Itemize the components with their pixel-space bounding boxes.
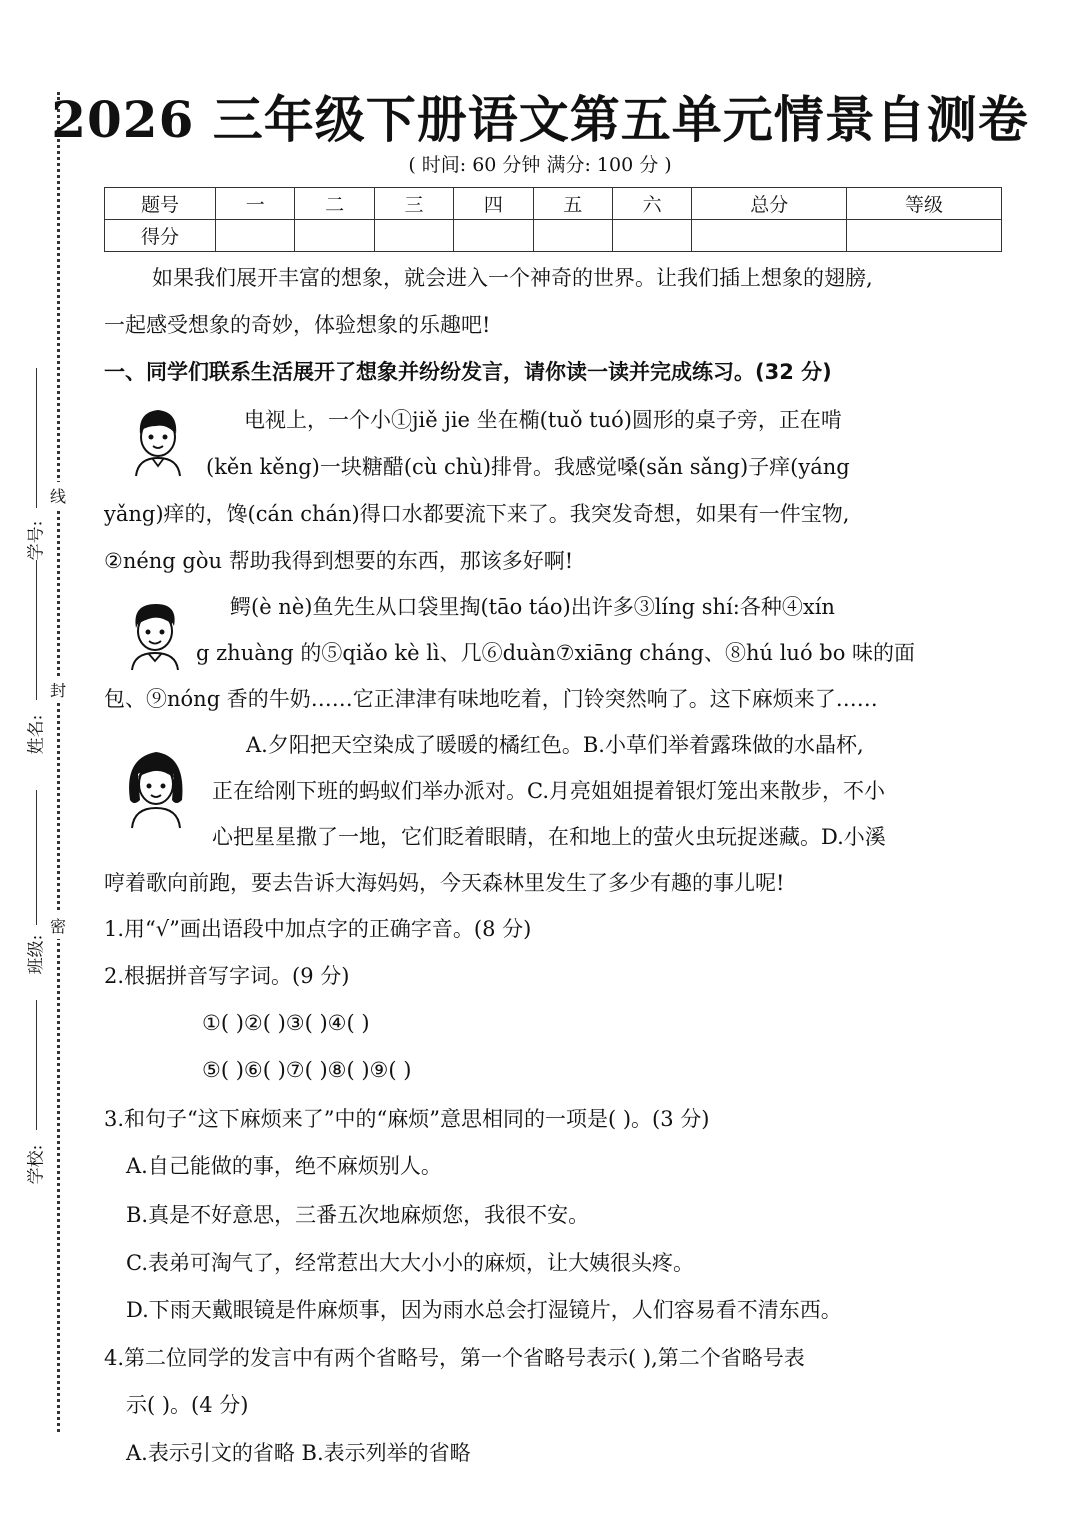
cut-dotted-line <box>57 92 60 1432</box>
table-header-cell: 一 <box>216 188 295 220</box>
score-cell[interactable] <box>216 220 295 252</box>
score-cell[interactable] <box>454 220 533 252</box>
score-cell[interactable] <box>847 220 1002 252</box>
table-header-cell: 四 <box>454 188 533 220</box>
question-3: 3.和句子“这下麻烦来了”中的“麻烦”意思相同的一项是( )。(3 分) <box>104 1107 710 1131</box>
school-label: 学校: <box>26 1144 47 1185</box>
table-header-cell: 等级 <box>847 188 1002 220</box>
speech2-line: 鳄(è nè)鱼先生从口袋里掏(tāo táo)出许多③líng shí:各种④xín <box>230 595 835 619</box>
intro-line: 一起感受想象的奇妙，体验想象的乐趣吧! <box>104 313 491 337</box>
speech1-line: 电视上，一个小①jiě jie 坐在椭(tuǒ tuó)圆形的桌子旁，正在啃 <box>244 408 842 432</box>
class-underline <box>36 790 37 925</box>
cut-mark-line: 线 <box>50 482 66 509</box>
table-header-cell: 题号 <box>105 188 216 220</box>
table-header-cell: 六 <box>612 188 691 220</box>
binding-margin <box>0 0 96 1527</box>
option-c: C.表弟可淘气了，经常惹出大大小小的麻烦，让大姨很头疼。 <box>126 1251 694 1275</box>
cut-mark-secret: 密 <box>50 912 66 939</box>
score-cell[interactable] <box>533 220 612 252</box>
cut-mark-seal: 封 <box>50 676 66 703</box>
question-4: 4.第二位同学的发言中有两个省略号，第一个省略号表示( ),第二个省略号表 <box>104 1346 805 1370</box>
table-header-cell: 三 <box>374 188 453 220</box>
school-underline <box>36 1000 37 1130</box>
girl-avatar-icon <box>122 744 190 830</box>
answer-blanks-row[interactable]: ①( )②( )③( )④( ) <box>202 1011 370 1035</box>
speech2-line: 包、⑨nóng 香的牛奶……它正津津有味地吃着，门铃突然响了。这下麻烦来了…… <box>104 687 878 711</box>
id-underline <box>36 368 37 508</box>
answer-blanks-row[interactable]: ⑤( )⑥( )⑦( )⑧( )⑨( ) <box>202 1058 412 1082</box>
speech3-line: 正在给刚下班的蚂蚁们举办派对。C.月亮姐姐提着银灯笼出来散步，不小 <box>212 779 885 803</box>
score-table <box>104 187 1002 252</box>
speech3-line: 心把星星撒了一地，它们眨着眼睛，在和地上的萤火虫玩捉迷藏。D.小溪 <box>212 825 886 849</box>
table-header-cell: 五 <box>533 188 612 220</box>
student-id-label: 学号: <box>26 520 47 561</box>
score-cell[interactable] <box>295 220 374 252</box>
question-2: 2.根据拼音写字词。(9 分) <box>104 964 350 988</box>
score-cell[interactable] <box>612 220 691 252</box>
name-label: 姓名: <box>26 714 47 755</box>
option-a: A.自己能做的事，绝不麻烦别人。 <box>126 1154 442 1178</box>
score-table-header-row <box>105 188 1002 220</box>
question-4-cont: 示( )。(4 分) <box>126 1393 249 1417</box>
speech1-line: (kěn kěng)一块糖醋(cù chù)排骨。我感觉嗓(sǎn sǎng)子痒(yáng <box>206 455 850 479</box>
option-b: B.真是不好意思，三番五次地麻烦您，我很不安。 <box>126 1203 590 1227</box>
speech3-line: 哼着歌向前跑，要去告诉大海妈妈，今天森林里发生了多少有趣的事儿呢! <box>104 871 785 895</box>
page-title: 2026 三年级下册语文第五单元情景自测卷 <box>51 90 1029 149</box>
score-table-score-row <box>105 220 1002 252</box>
speech2-line: g zhuàng 的⑤qiǎo kè lì、几⑥duàn⑦xiāng cháng、⑧hú luó bo 味的面 <box>196 641 916 665</box>
speech3-line: A.夕阳把天空染成了暖暖的橘红色。B.小草们举着露珠做的水晶杯, <box>246 733 864 757</box>
option-d: D.下雨天戴眼镜是件麻烦事，因为雨水总会打湿镜片，人们容易看不清东西。 <box>126 1298 842 1322</box>
table-header-cell: 二 <box>295 188 374 220</box>
exam-info: ( 时间: 60 分钟 满分: 100 分 ) <box>408 154 672 176</box>
score-row-label: 得分 <box>105 220 216 252</box>
question-4-options: A.表示引文的省略 B.表示列举的省略 <box>126 1441 471 1465</box>
intro-line: 如果我们展开丰富的想象，就会进入一个神奇的世界。让我们插上想象的翅膀, <box>152 266 873 290</box>
boy-avatar-icon <box>126 404 190 478</box>
score-cell[interactable] <box>374 220 453 252</box>
question-1: 1.用“√”画出语段中加点字的正确字音。(8 分) <box>104 917 532 941</box>
section-heading: 一、同学们联系生活展开了想象并纷纷发言，请你读一读并完成练习。(32 分) <box>104 360 832 384</box>
score-cell[interactable] <box>692 220 847 252</box>
boy-avatar-icon <box>124 598 186 672</box>
speech1-line: ②néng gòu 帮助我得到想要的东西，那该多好啊! <box>104 549 574 573</box>
class-label: 班级: <box>26 934 47 975</box>
speech1-line: yǎng)痒的，馋(cán chán)得口水都要流下来了。我突发奇想，如果有一件宝物, <box>104 502 850 526</box>
table-header-cell: 总分 <box>692 188 847 220</box>
name-underline <box>36 560 37 700</box>
